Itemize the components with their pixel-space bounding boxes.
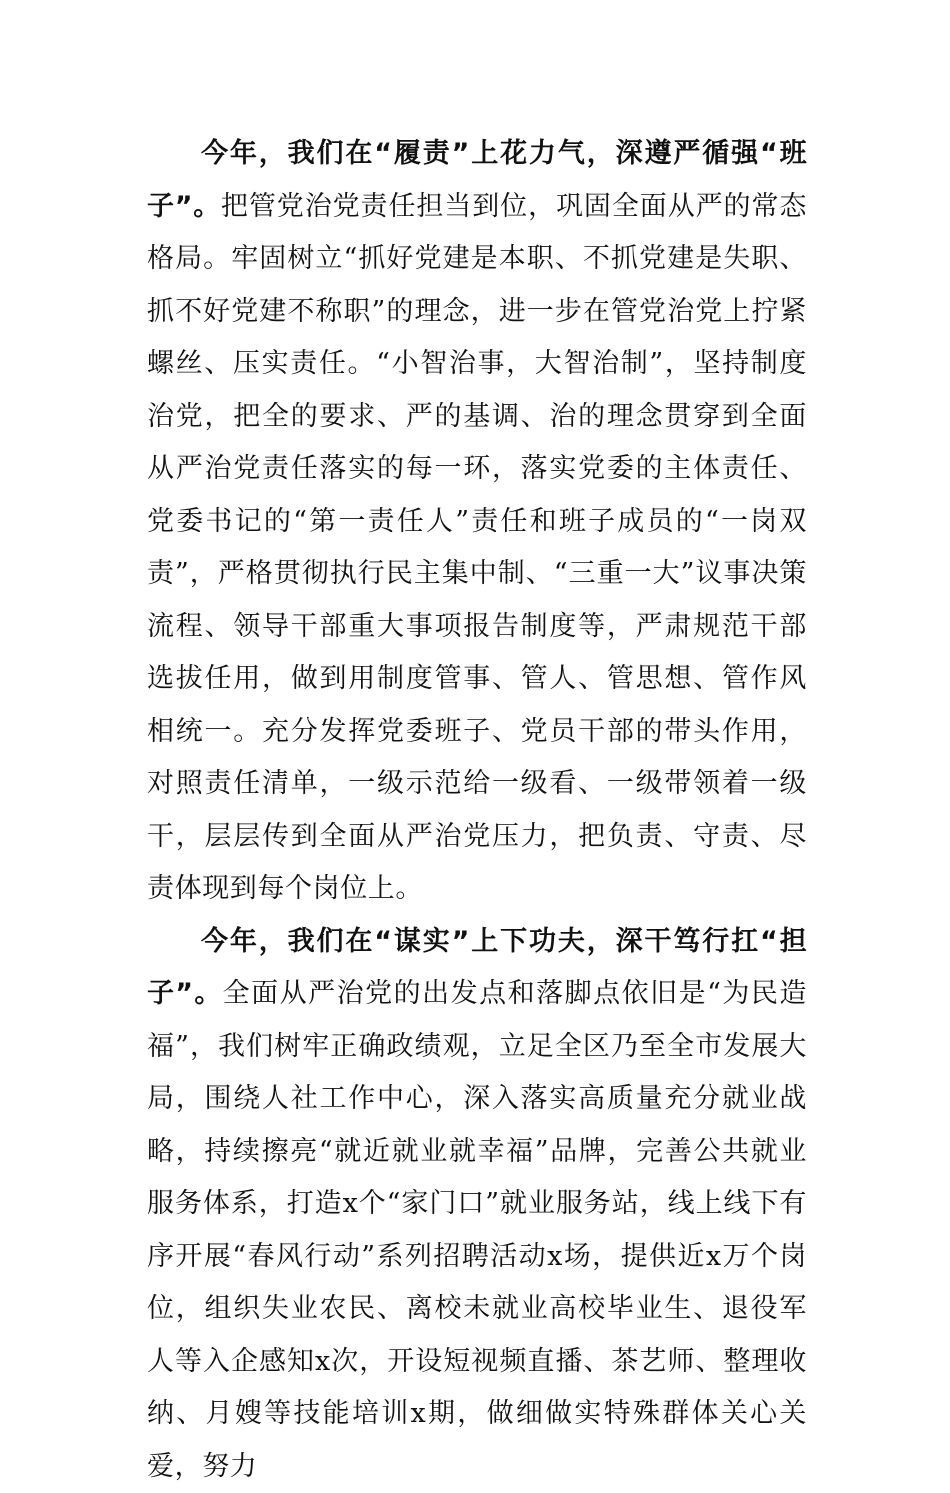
paragraph-2 (147, 916, 807, 1493)
paragraph-1-text: 把管党治党责任担当到位，巩固全面从严的常态格局。牢固树立“抓好党建是本职、不抓党建是失职、抓不好党建不称职”的理念，进一步在管党治党上拧紧螺丝、压实责任。“小智治事，大智治制”，坚持制度治党，把全的要求、严的基调、治的理念贯穿到全面从严治党责任落实的每一环，落实党委的主体责任、党委书记的“第一责任人”责任和班子成员的“一岗双责”，严格贯彻执行民主集中制、“三重一大”议事决策流程、领导干部重大事项报告制度等，严肃规范干部选拔任用，做到用制度管事、管人、管思想、管作风相统一。充分发挥党委班子、党员干部的带头作用，对照责任清单，一级示范给一级看、一级带领着一级干，层层传到全面从严治党压力，把负责、守责、尽责体现到每个岗位上。 (147, 191, 807, 905)
paragraph-1 (147, 128, 807, 916)
document-body (147, 128, 807, 1493)
paragraph-1-heading: 今年，我们在“履责”上花力气，深遵严循强“班子”。 (147, 138, 807, 222)
paragraph-2-text: 全面从严治党的出发点和落脚点依旧是“为民造福”，我们树牢正确政绩观，立足全区乃至全市发展大局，围绕人社工作中心，深入落实高质量充分就业战略，持续擦亮“就近就业就幸福”品牌，完善公共就业服务体系，打造x个“家门口”就业服务站，线上线下有序开展“春风行动”系列招聘活动x场，提供近x万个岗位，组织失业农民、离校未就业高校毕业生、退役军人等入企感知x次，开设短视频直播、茶艺师、整理收纳、月嫂等技能培训x期，做细做实特殊群体关心关爱，努力 (147, 978, 807, 1482)
paragraph-2-heading: 今年，我们在“谋实”上下功夫，深干笃行扛“担子”。 (147, 926, 807, 1010)
